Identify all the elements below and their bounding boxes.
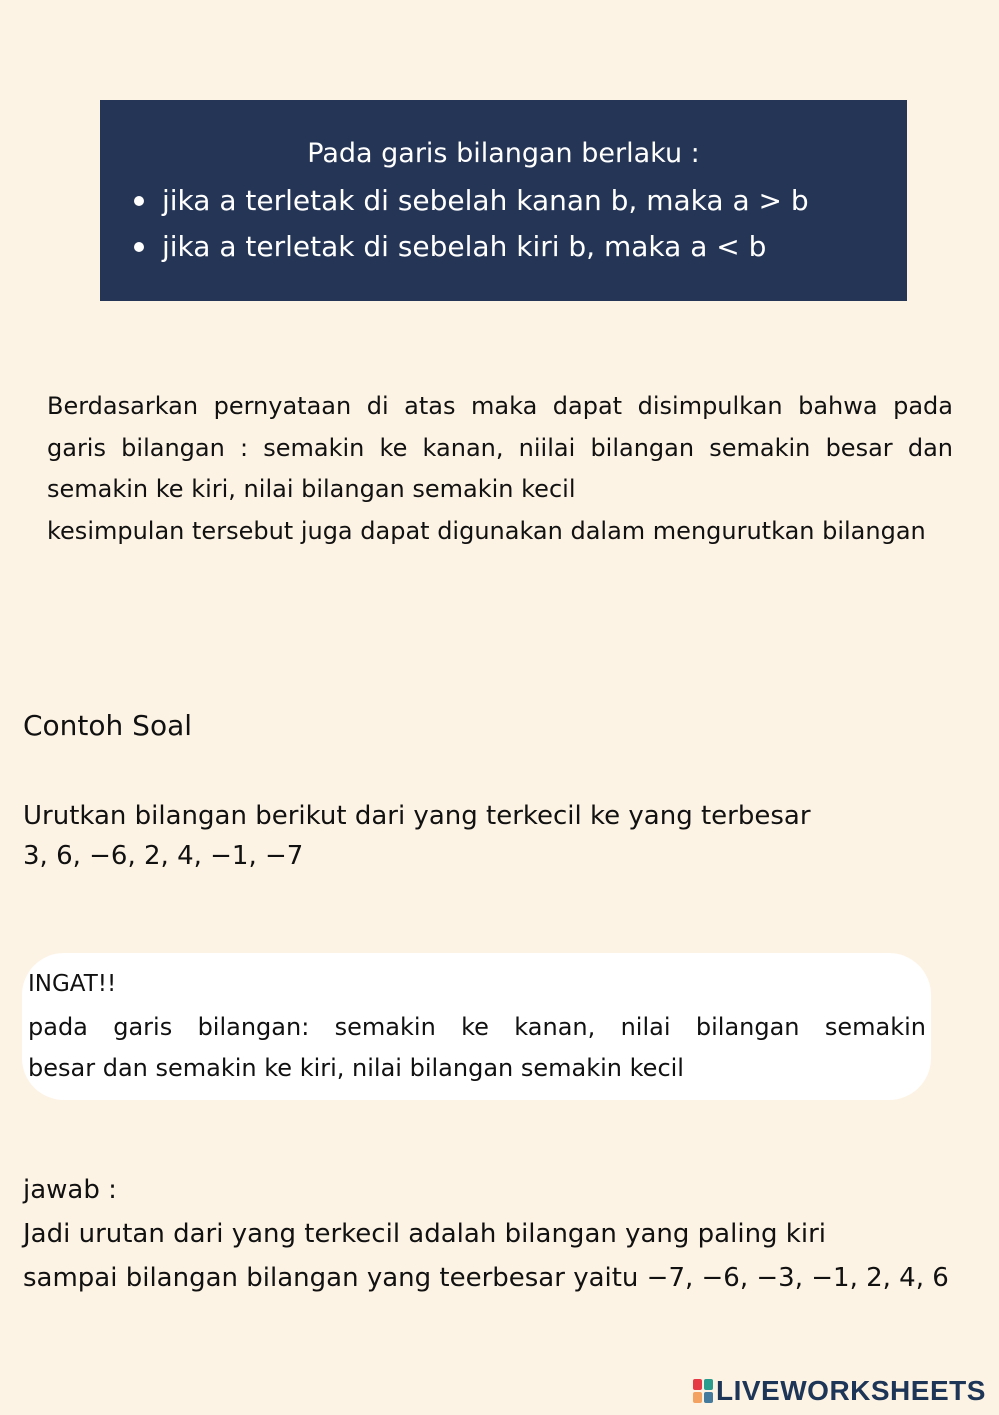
rule-item-text: jika a terletak di sebelah kiri b, maka a < b bbox=[162, 230, 767, 263]
rule-title: Pada garis bilangan berlaku : bbox=[307, 138, 700, 169]
rule-box bbox=[100, 100, 907, 301]
example-heading: Contoh Soal bbox=[23, 709, 193, 742]
liveworksheets-logo[interactable] bbox=[692, 1376, 986, 1406]
bullet-icon bbox=[134, 242, 144, 252]
rule-list bbox=[130, 182, 809, 270]
remember-title: INGAT!! bbox=[28, 971, 117, 997]
answer-section bbox=[23, 1168, 949, 1300]
answer-line: Jadi urutan dari yang terkecil adalah bilangan yang paling kiri bbox=[23, 1219, 827, 1249]
question-text: Urutkan bilangan berikut dari yang terkecil ke yang terbesar bbox=[23, 801, 811, 831]
rule-item bbox=[130, 178, 809, 224]
rule-item-text: jika a terletak di sebelah kanan b, maka a > b bbox=[162, 184, 809, 217]
remember-line: pada garis bilangan: semakin ke kanan, nilai bilangan semakin bbox=[28, 1013, 926, 1041]
answer-line: sampai bilangan bilangan yang teerbesar yaitu −7, −6, −3, −1, 2, 4, 6 bbox=[23, 1263, 949, 1293]
bullet-icon bbox=[134, 196, 144, 206]
liveworksheets-wordmark: LIVEWORKSHEETS bbox=[716, 1375, 986, 1406]
example-question bbox=[23, 796, 811, 876]
conclusion-text bbox=[47, 386, 953, 552]
conclusion-paragraph: Berdasarkan pernyataan di atas maka dapat disimpulkan bahwa pada garis bilangan : semakin ke kanan, niilai bilangan semakin besar dan semakin ke kiri, nilai bilangan semakin kecil bbox=[47, 392, 953, 503]
conclusion-paragraph: kesimpulan tersebut juga dapat digunakan dalam mengurutkan bilangan bbox=[47, 516, 926, 545]
answer-label: jawab : bbox=[23, 1175, 117, 1205]
rule-item bbox=[130, 224, 809, 270]
liveworksheets-logo-icon bbox=[692, 1378, 714, 1404]
remember-line: besar dan semakin ke kiri, nilai bilangan semakin kecil bbox=[28, 1054, 684, 1082]
remember-box bbox=[22, 953, 931, 1100]
question-numbers: 3, 6, −6, 2, 4, −1, −7 bbox=[23, 841, 304, 871]
remember-text bbox=[28, 1007, 926, 1089]
